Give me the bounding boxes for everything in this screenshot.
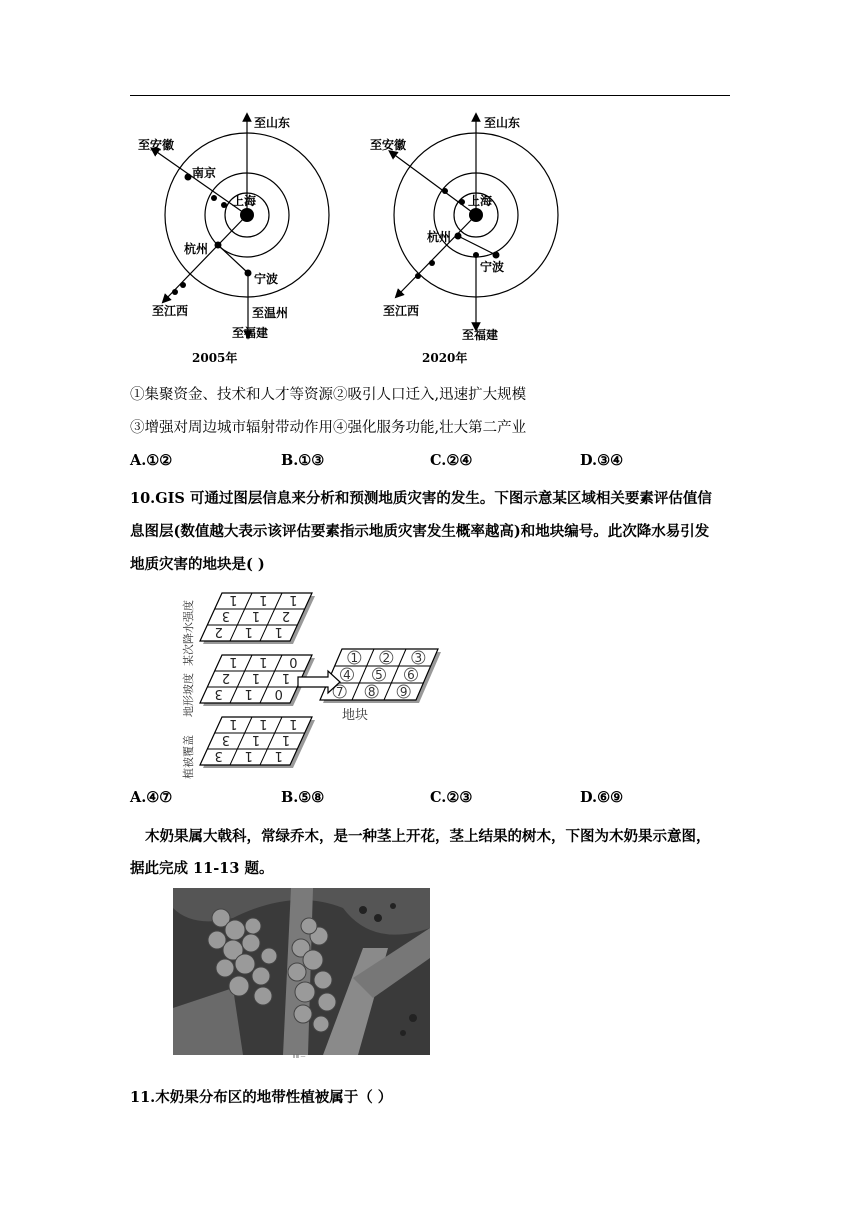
intro-11-13-line2: 据此完成 11-13 题。 <box>130 860 274 877</box>
layer-name: 某次降水强度 <box>182 600 195 666</box>
nanjing-dot <box>185 174 192 181</box>
label-wenzhou: 至温州 <box>252 306 289 320</box>
layer-cell-value: 1 <box>251 732 261 747</box>
layer-cell-value: 2 <box>221 670 231 685</box>
city-dot <box>442 188 448 194</box>
layer-cell-value: 3 <box>221 608 231 623</box>
plot-number: 4 <box>343 668 351 682</box>
q10-option-c[interactable]: C.②③ <box>430 789 473 806</box>
plot-number: 9 <box>399 685 408 699</box>
city-dot <box>221 202 227 208</box>
ningbo-dot <box>493 252 500 259</box>
label-jiangxi: 至江西 <box>383 304 420 318</box>
q9-statements-line2: ③增强对周边城市辐射带动作用④强化服务功能,壮大第二产业 <box>130 420 527 436</box>
layer-name: 植被覆盖 <box>182 735 195 779</box>
label-shanghai: 上海 <box>232 194 257 208</box>
label-ningbo: 宁波 <box>480 260 505 274</box>
year-2005: 2005年 <box>192 351 238 365</box>
city-dot <box>172 289 178 295</box>
q9-statements-line1: ①集聚资金、技术和人才等资源②吸引人口迁入,迅速扩大规模 <box>130 387 527 403</box>
plots-label: 地块 <box>342 708 369 723</box>
city-dot <box>211 195 217 201</box>
intro-11-13-line1: 木奶果属大戟科，常绿乔木，是一种茎上开花，茎上结果的树木，下图为木奶果示意图， <box>145 828 711 845</box>
layer-cell-value: 1 <box>229 654 238 669</box>
q9-option-a[interactable]: A.①② <box>130 452 173 469</box>
label-shanghai: 上海 <box>468 194 493 208</box>
q9-option-c[interactable]: C.②④ <box>430 452 473 469</box>
layer-cell-value: 3 <box>214 748 223 763</box>
hangzhou-dot <box>215 242 222 249</box>
plot-number: 2 <box>382 651 391 665</box>
layer-cell-value: 1 <box>259 716 268 731</box>
city-dot <box>180 282 186 288</box>
baccaurea-fruit-photo <box>173 888 430 1055</box>
label-nanjing: 南京 <box>192 166 217 180</box>
label-shandong: 至山东 <box>484 116 521 130</box>
ningbo-dot <box>245 270 252 277</box>
q10-stem-line2: 息图层(数值越大表示该评估要素指示地质灾害发生概率越高)和地块编号。此次降水易引发 <box>130 523 710 540</box>
city-dot <box>429 260 435 266</box>
city-dot <box>459 199 465 205</box>
layer-cell-value: 2 <box>214 624 223 639</box>
layer-cell-value: 1 <box>229 716 238 731</box>
city-radial-diagrams <box>130 105 570 370</box>
plot-number: 8 <box>367 685 376 699</box>
plot-number: 5 <box>375 668 383 682</box>
plot-number: 1 <box>350 651 359 665</box>
year-2020: 2020年 <box>422 351 468 365</box>
layer-cell-value: 1 <box>229 592 238 607</box>
layer-cell-value: 1 <box>274 748 283 763</box>
layer-cell-value: 0 <box>289 654 298 669</box>
q9-option-b[interactable]: B.①③ <box>281 452 325 469</box>
layer-cell-value: 2 <box>281 608 291 623</box>
label-anhui: 至安徽 <box>370 138 407 152</box>
diagram-2005 <box>154 117 329 335</box>
label-hangzhou: 杭州 <box>184 242 209 256</box>
gis-layer-diagram <box>140 585 470 780</box>
shanghai-dot <box>240 208 254 222</box>
layer-name: 地形坡度 <box>182 673 195 717</box>
layer-cell-value: 1 <box>244 748 253 763</box>
layer-cell-value: 1 <box>274 624 283 639</box>
layer-cell-value: 1 <box>289 592 298 607</box>
q10-stem-line1: 10.GIS 可通过图层信息来分析和预测地质灾害的发生。下图示意某区域相关要素评估值信 <box>130 490 712 507</box>
city-dot <box>473 252 479 258</box>
label-hangzhou: 杭州 <box>427 230 452 244</box>
hangzhou-dot <box>455 233 462 240</box>
layer-2 <box>181 654 315 717</box>
q10-option-b[interactable]: B.⑤⑧ <box>281 789 325 806</box>
plot-number: 3 <box>414 651 423 665</box>
plot-grid <box>320 649 441 703</box>
photo-caption: ⅡⅢ — <box>293 1054 306 1060</box>
shanghai-dot <box>469 208 483 222</box>
layer-cell-value: 1 <box>244 624 253 639</box>
layer-stack <box>181 592 315 779</box>
label-fujian: 至福建 <box>232 326 269 340</box>
layer-cell-value: 1 <box>259 654 268 669</box>
plot-number: 7 <box>335 685 344 699</box>
q10-stem-line3: 地质灾害的地块是( ) <box>130 556 265 573</box>
layer-cell-value: 1 <box>251 608 261 623</box>
layer-cell-value: 1 <box>259 592 268 607</box>
q11-stem: 11.木奶果分布区的地带性植被属于（ ） <box>130 1089 393 1106</box>
city-dot <box>415 273 421 279</box>
label-ningbo: 宁波 <box>254 272 279 286</box>
header-rule <box>130 95 730 96</box>
q10-option-d[interactable]: D.⑥⑨ <box>580 789 624 806</box>
layer-cell-value: 1 <box>281 732 291 747</box>
layer-cell-value: 3 <box>214 686 223 701</box>
label-anhui: 至安徽 <box>138 138 175 152</box>
q10-option-a[interactable]: A.④⑦ <box>130 789 173 806</box>
q9-option-d[interactable]: D.③④ <box>580 452 624 469</box>
layer-cell-value: 1 <box>244 686 253 701</box>
label-fujian: 至福建 <box>462 328 499 342</box>
diagram-2020 <box>392 117 558 327</box>
label-shandong: 至山东 <box>254 116 291 130</box>
layer-cell-value: 1 <box>281 670 291 685</box>
label-jiangxi: 至江西 <box>152 304 189 318</box>
layer-cell-value: 0 <box>274 686 283 701</box>
layer-cell-value: 1 <box>289 716 298 731</box>
layer-3 <box>181 716 315 779</box>
layer-cell-value: 1 <box>251 670 261 685</box>
layer-cell-value: 3 <box>221 732 231 747</box>
plot-number: 6 <box>407 668 415 682</box>
